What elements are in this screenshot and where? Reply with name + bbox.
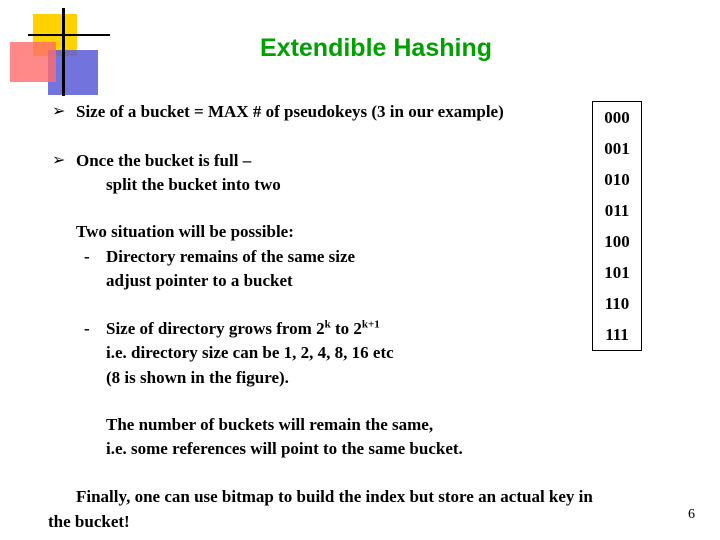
situation-dash: - [84,319,90,338]
directory-entry: 000 [604,107,630,127]
bullet-bucket-split: split the bucket into two [106,175,281,194]
directory-entry: 010 [604,169,630,189]
directory-entry: 001 [604,138,630,158]
directory-entry: 111 [605,324,629,344]
superscript-k-plus-1: k+1 [361,318,380,331]
situation-2-text-b: to 2 [330,319,362,338]
directory-entry: 011 [604,200,630,220]
situation-2-line-3: (8 is shown in the figure). [106,368,289,387]
situations-intro: Two situation will be possible: [76,222,294,241]
buckets-note-line-2: i.e. some references will point to the same bucket. [106,439,463,458]
directory-table [592,101,642,351]
final-note-line-1: Finally, one can use bitmap to build the index but store an actual key in [76,487,593,506]
final-note-line-2: the bucket! [48,512,130,531]
bullet-bucket-full: Once the bucket is full – [76,151,252,170]
bullet-arrow-icon: ➢ [52,150,66,169]
bullet-bucket-size: Size of a bucket = MAX # of pseudokeys (3 in our example) [76,102,504,121]
directory-entry: 101 [604,262,630,282]
superscript-k: k [324,318,331,331]
situation-2-text-a: Size of directory grows from 2 [106,319,325,338]
situation-dash: - [84,247,90,266]
situation-1-line-2: adjust pointer to a bucket [106,271,293,290]
situation-2-line-1 [106,317,380,341]
situation-1-line-1: Directory remains of the same size [106,247,356,266]
bullet-arrow-icon: ➢ [52,101,66,120]
page-number: 6 [688,507,695,522]
situation-2-line-2: i.e. directory size can be 1, 2, 4, 8, 16 etc [106,343,394,362]
buckets-note-line-1: The number of buckets will remain the same, [106,415,434,434]
directory-entry: 110 [604,293,630,313]
directory-entry: 100 [604,231,630,251]
page-title: Extendible Hashing [260,34,492,62]
